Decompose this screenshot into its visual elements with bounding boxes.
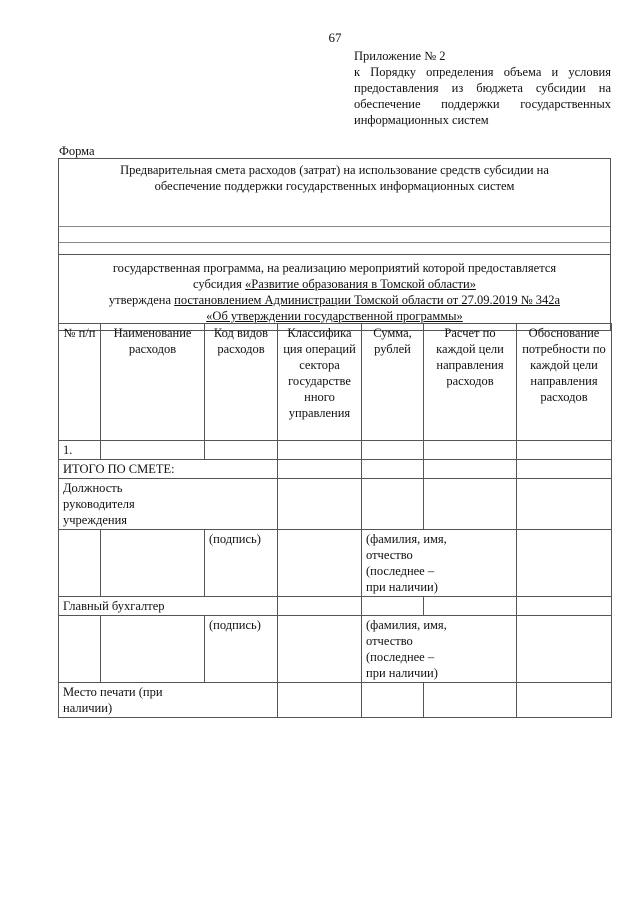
table-cell	[278, 479, 362, 530]
table-cell	[278, 597, 362, 616]
head-position-row	[59, 479, 612, 530]
table-cell	[362, 441, 424, 460]
table-cell	[362, 460, 424, 479]
estimate-header-frame	[58, 158, 611, 331]
column-header: Наименование расходов	[101, 324, 205, 441]
table-cell	[101, 530, 205, 597]
column-header: Обоснование потребности по каждой цели направления расходов	[517, 324, 612, 441]
form-label: Форма	[59, 144, 95, 158]
table-cell	[278, 460, 362, 479]
program-line: государственная программа, на реализацию мероприятий которой предоставляется	[112, 261, 557, 275]
signature-label: (подпись)	[205, 616, 278, 683]
table-cell	[517, 530, 612, 597]
estimate-title-line: обеспечение поддержки государственных информационных систем	[154, 179, 515, 193]
table-cell	[59, 530, 101, 597]
column-header: Сумма, рублей	[362, 324, 424, 441]
table-cell	[424, 683, 517, 718]
table-cell	[424, 460, 517, 479]
program-prefix: утверждена	[108, 293, 175, 307]
name-label: (фамилия, имя, отчество (последнее – при наличии)	[362, 616, 517, 683]
table-cell	[424, 479, 517, 530]
total-row	[59, 460, 612, 479]
chief-accountant-label: Главный бухгалтер	[59, 597, 278, 616]
chief-accountant-row	[59, 597, 612, 616]
column-header: № п/п	[59, 324, 101, 441]
table-cell	[362, 479, 424, 530]
page-number: 67	[328, 30, 342, 45]
signature-label: (подпись)	[205, 530, 278, 597]
appendix-line: обеспечение поддержки государственных	[354, 97, 611, 111]
column-header: Расчет по каждой цели направления расходов	[424, 324, 517, 441]
blank-row	[59, 243, 610, 255]
table-header-row	[59, 324, 612, 441]
table-cell	[278, 441, 362, 460]
resolution-reference: постановлением Администрации Томской области от 27.09.2019 № 342а	[174, 293, 561, 307]
blank-row	[59, 227, 610, 243]
table-cell	[362, 597, 424, 616]
program-prefix: субсидия	[193, 277, 246, 291]
head-position-label: Должность руководителя учреждения	[59, 479, 278, 530]
program-line	[59, 276, 610, 292]
table-cell	[101, 616, 205, 683]
signature-row	[59, 616, 612, 683]
program-line	[59, 308, 610, 324]
signature-row	[59, 530, 612, 597]
stamp-label: Место печати (при наличии)	[59, 683, 278, 718]
appendix-line: Приложение № 2	[354, 49, 446, 63]
table-cell	[278, 616, 362, 683]
appendix-block	[354, 48, 611, 128]
table-cell	[205, 441, 278, 460]
stamp-row	[59, 683, 612, 718]
table-cell	[362, 683, 424, 718]
table-cell	[517, 597, 612, 616]
estimate-table	[58, 323, 612, 718]
total-label: ИТОГО ПО СМЕТЕ:	[59, 460, 278, 479]
estimate-title-line: Предварительная смета расходов (затрат) на использование средств субсидии на	[120, 163, 549, 177]
column-header: Код видов расходов	[205, 324, 278, 441]
table-cell	[517, 616, 612, 683]
table-cell	[101, 441, 205, 460]
table-row	[59, 441, 612, 460]
table-cell	[517, 460, 612, 479]
appendix-line: к Порядку определения объема и условия	[354, 65, 611, 79]
table-cell	[278, 530, 362, 597]
table-cell	[517, 479, 612, 530]
table-cell	[424, 441, 517, 460]
appendix-line: информационных систем	[354, 113, 489, 127]
program-line	[59, 292, 610, 308]
table-cell	[424, 597, 517, 616]
estimate-title	[59, 159, 610, 227]
program-block	[59, 255, 610, 330]
table-cell	[517, 441, 612, 460]
appendix-line: предоставления из бюджета субсидии на	[354, 81, 611, 95]
table-cell	[59, 616, 101, 683]
row-number: 1.	[59, 441, 101, 460]
program-name: «Развитие образования в Томской области»	[245, 277, 476, 291]
resolution-title: «Об утверждении государственной программы»	[206, 309, 463, 323]
name-label: (фамилия, имя, отчество (последнее – при наличии)	[362, 530, 517, 597]
table-cell	[278, 683, 362, 718]
table-cell	[517, 683, 612, 718]
column-header: Классифика ция операций сектора государстве нного управления	[278, 324, 362, 441]
